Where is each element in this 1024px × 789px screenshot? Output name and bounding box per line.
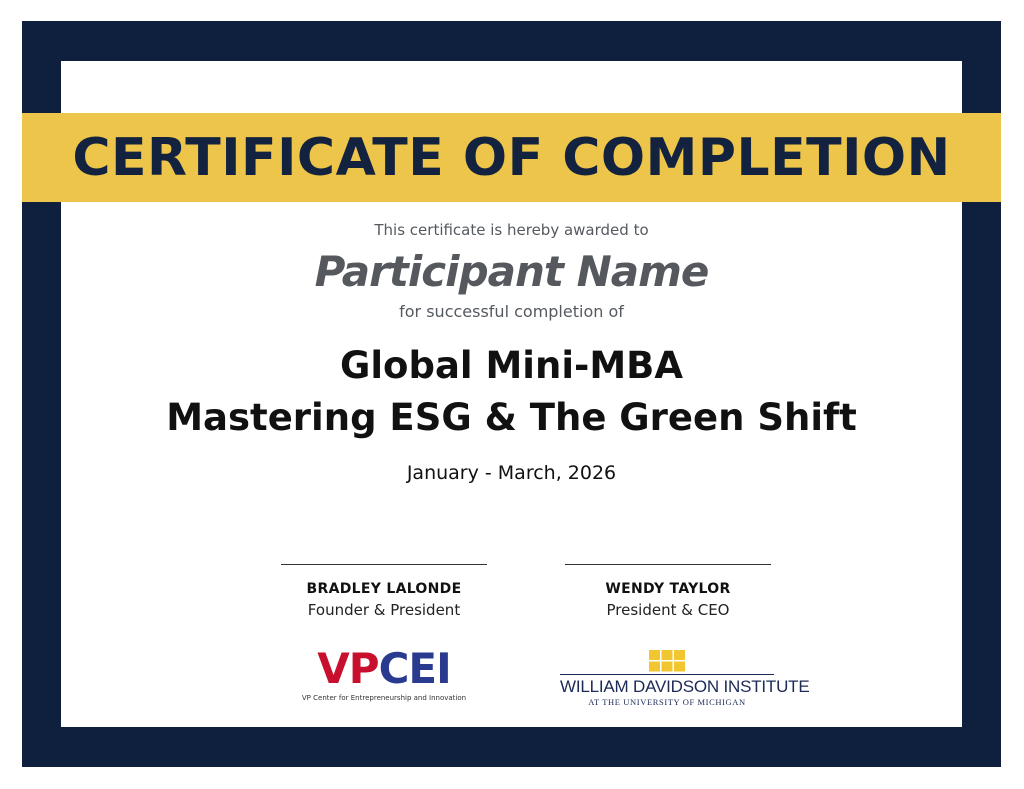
vpcei-cei: CEI <box>378 644 451 693</box>
signature-line <box>565 564 771 565</box>
signatory-name: BRADLEY LALONDE <box>306 581 462 597</box>
signatory-title: Founder & President <box>307 601 461 619</box>
signature-block-left <box>254 564 514 621</box>
certificate-title: CERTIFICATE OF COMPLETION <box>72 127 951 188</box>
vpcei-subtitle: VP Center for Entrepreneurship and Innovation <box>301 694 467 702</box>
vpcei-wordmark <box>296 644 472 693</box>
wdi-grid-icon <box>649 650 685 672</box>
course-title <box>61 340 962 444</box>
wdi-name: WILLIAM DAVIDSON INSTITUTE <box>560 677 810 696</box>
vpcei-vp: VP <box>317 644 379 693</box>
awarded-text: This certificate is hereby awarded to <box>374 221 649 239</box>
course-dates: January - March, 2026 <box>406 462 617 484</box>
signatory-name: WENDY TAYLOR <box>605 581 731 597</box>
completion-text: for successful completion of <box>399 302 624 321</box>
signature-line <box>281 564 487 565</box>
wdi-logo <box>560 650 810 707</box>
wdi-subtitle: AT THE UNIVERSITY OF MICHIGAN <box>588 697 746 707</box>
wdi-rule <box>560 674 774 675</box>
course-title-line1: Global Mini-MBA <box>339 344 684 387</box>
signatory-title: President & CEO <box>606 601 730 619</box>
title-banner <box>22 113 1001 202</box>
signature-block-right <box>538 564 798 621</box>
course-title-line2: Mastering ESG & The Green Shift <box>166 396 857 439</box>
participant-name: Participant Name <box>314 247 709 296</box>
vpcei-logo <box>296 644 472 702</box>
